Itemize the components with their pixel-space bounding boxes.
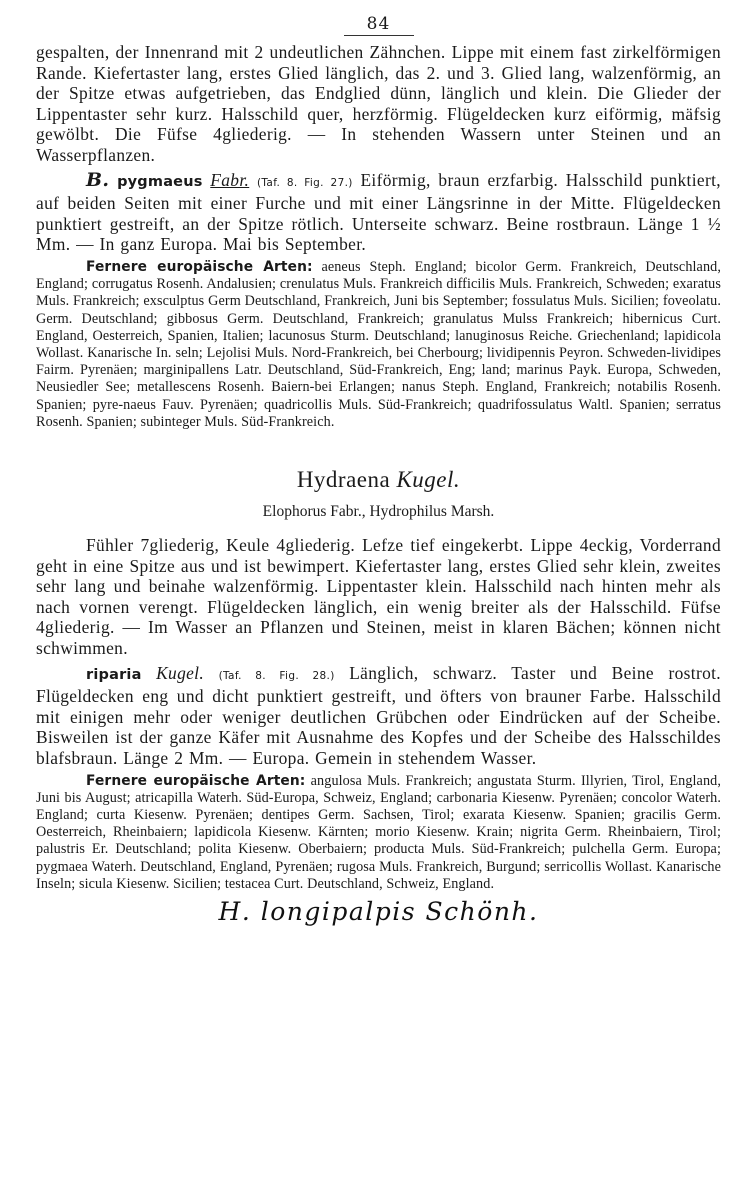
species-entry-pygmaeus	[36, 170, 721, 255]
species-name: riparia	[86, 666, 142, 683]
species-authority: Fabr.	[210, 169, 250, 190]
genus-synonyms: Elophorus Fabr., Hydrophilus Marsh.	[262, 502, 495, 520]
species-name: pygmaeus	[117, 173, 203, 190]
list-heading: Fernere europäische Arten:	[86, 772, 306, 789]
genus-authority: Kugel.	[396, 466, 461, 492]
handwritten-mark: B.	[86, 168, 110, 191]
page-number: 84	[344, 14, 414, 36]
plate-reference: (Taf. 8. Fig. 27.)	[256, 176, 353, 189]
genus-name: Hydraena	[296, 466, 391, 492]
list-text: angulosa Muls. Frankreich; angustata Sturm. Illyrien, Tirol, England, Juni bis August; atricapilla Waterh. Süd-Europa, Schweiz, England; carbonaria Kiesenw. Pyrenäen; concolor Waterh. England; curta Kiesenw. Pyrenäen; dentipes Germ. Sachsen, Tirol; exarata Kiesenw. Spanien; gracilis Germ. Oesterreich, Rheinbaiern; lapidicola Kiesenw. Kärnten; morio Kiesenw. Krain; nigrita Germ. Rheinbaiern, Tirol; palustris Er. Deutschland; polita Kiesenw. Oberbaiern; producta Muls. Süd-Frankreich; pulchella Germ. Europa; pygmaea Waterh. Deutschland, England, Pyrenäen; rugosa Muls. Frankreich, Burgund; serricollis Wollast. Kanarische Inseln; sicula Kiesenw. Sicilien; testacea Curt. Deutschland, Schweiz, England.	[36, 772, 721, 892]
handwritten-annotation: H. longipalpis Schönh.	[218, 896, 539, 926]
species-entry-riparia	[36, 663, 721, 769]
species-description: Länglich, schwarz. Taster und Beine rostrot. Flügeldecken eng und dicht punktiert gestreift, und öfters von brauner Farbe. Halsschild mit einigen mehr oder weniger deutlichen Grübchen oder Eindrücken auf der Scheibe. Bisweilen ist der ganze Käfer mit Ausnahme des Kopfes und der Scheibe des Halsschildes blafsbraun. Länge 2 Mm. — Europa. Gemein in stehendem Wasser.	[36, 662, 722, 768]
other-species-list-1	[36, 259, 721, 431]
genus-heading	[36, 467, 721, 493]
list-heading: Fernere europäische Arten:	[86, 258, 313, 275]
page	[36, 14, 721, 1200]
paragraph-genus-continuation: gespalten, der Innenrand mit 2 undeutlichen Zähnchen. Lippe mit einem fast zirkelförmigen Rande. Kiefertaster lang, erstes Glied länglich, das 2. und 3. Glied lang, walzenförmig, an der Spitze etwas aufgetrieben, das Endglied dünn, länglich und klein. Die Glieder der Lippentaster sehr kurz. Halsschild quer, herzförmig. Flügeldecken kurz eiförmig, mäfsig gewölbt. Die Füfse 4gliederig. — In stehenden Wassern unter Steinen und an Wasserpflanzen.	[36, 42, 721, 165]
list-text: aeneus Steph. England; bicolor Germ. Frankreich, Deutschland, England; corrugatus Rosenh. Andalusien; crenulatus Muls. Frankreich difficilis Muls. Frankreich, Schweden; exaratus Muls. Frankreich; exsculptus Germ Deutschland, Frankreich, Juni bis September; fossulatus Muls. Sicilien; foveolatu. Germ. Deutschland; gibbosus Germ. Deutschland, Frankreich; granulatus Mulss Frankreich; hibernicus Curt. England, Oesterreich, Spanien, Italien; lacunosus Sturm. Deutschland; lanuginosus Reiche. Griechenland; lapidicola Wollast. Kanarische In. seln; Lejolisi Muls. Nord-Frankreich, bei Cherbourg; lividipennis Peyron. Schweden-lividipes Fairm. Pyrenäen; marginipallens Latr. Deutschland, Süd-Frankreich, Eng; land; marinus Payk. Europa, Schweden, Neusiedler See; metallescens Rosenh. Baiern-bei Erlangen; nanus Steph. England, Frankreich; notabilis Rosenh. Spanien; pyre-naeus Fauv. Pyrenäen; quadricollis Muls. Süd-Frankreich; quadrifossulatus Waltl. Spanien; serratus Rosenh. Spanien; subinteger Muls. Süd-Frankreich.	[36, 258, 721, 430]
species-description: Eiförmig, braun erzfarbig. Halsschild punktiert, auf beiden Seiten mit einer Furche und mit einer Längsrinne in der Mitte. Flügeldecken punktiert gestreift, an der Spitze rötlich. Unterseite schwarz. Beine rostbraun. Länge 1 ½ Mm. — In ganz Europa. Mai bis September.	[36, 169, 721, 255]
other-species-list-2	[36, 773, 721, 893]
species-authority: Kugel.	[156, 662, 205, 683]
plate-reference: (Taf. 8. Fig. 28.)	[218, 669, 335, 682]
genus-description: Fühler 7gliederig, Keule 4gliederig. Lefze tief eingekerbt. Lippe 4eckig, Vorderrand geht in eine Spitze aus und ist bewimpert. Kiefertaster lang, erstes Glied sehr klein, zweites sehr lang und beinahe walzenförmig. Lippentaster klein. Halsschild nach hinten mehr als nach vornen verengt. Flügeldecken länglich, ein wenig breiter als der Halsschild. Füfse 4gliederig. — Im Wasser an Pflanzen und Steinen, meist in klaren Bächen; können nicht schwimmen.	[36, 534, 721, 658]
